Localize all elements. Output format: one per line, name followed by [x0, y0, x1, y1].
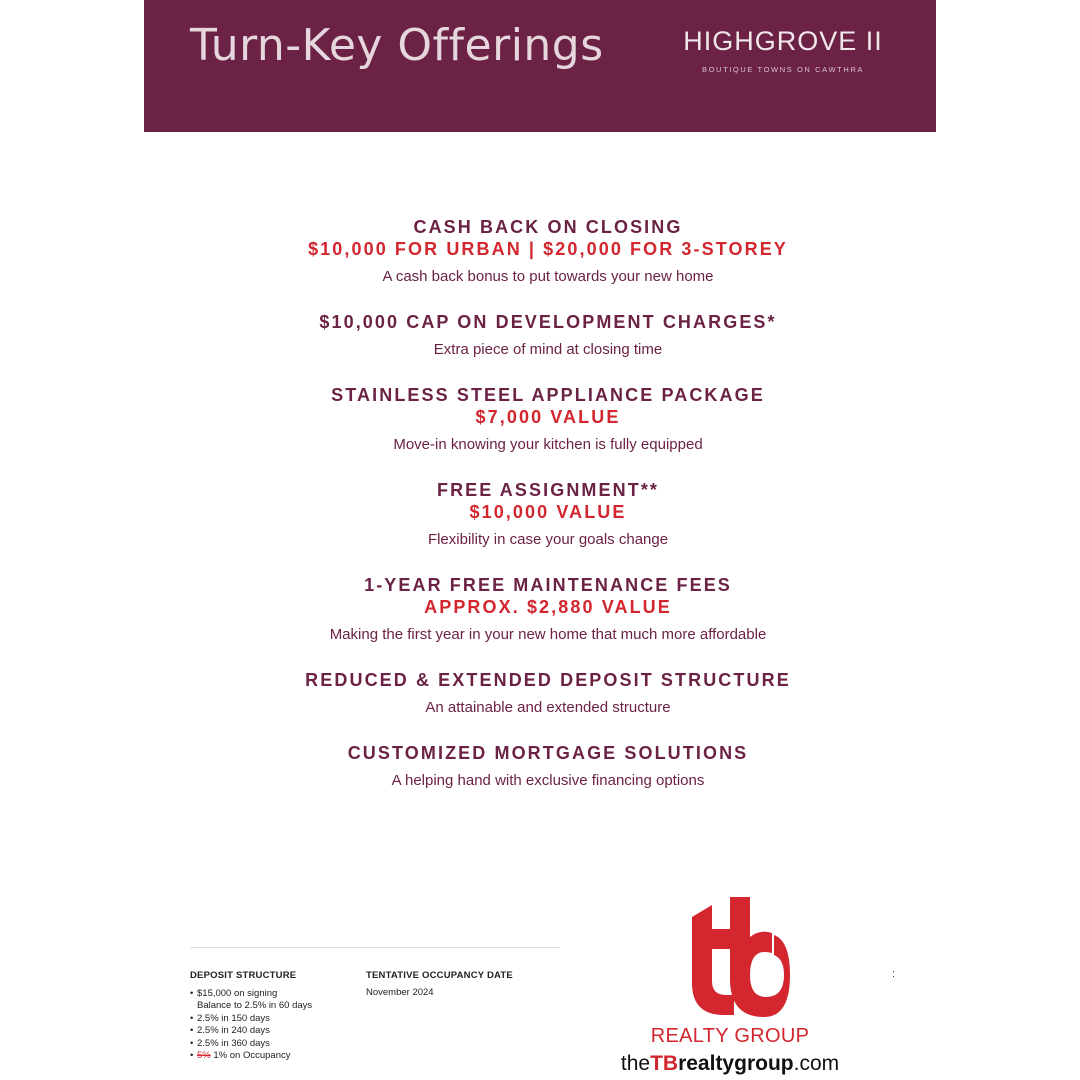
offer-description: Move-in knowing your kitchen is fully equipped	[393, 436, 703, 453]
offer-title: FREE ASSIGNMENT**	[436, 480, 660, 500]
occupancy-date: November 2024	[366, 987, 434, 998]
brand-logo	[668, 26, 898, 74]
list-item: • $15,000 on signing	[190, 988, 278, 999]
offer-description: A cash back bonus to put towards your new home	[382, 268, 714, 285]
offer-description: A helping hand with exclusive financing options	[391, 772, 705, 789]
occupancy-heading: TENTATIVE OCCUPANCY DATE	[366, 970, 513, 981]
brand-tagline: BOUTIQUE TOWNS ON CAWTHRA	[702, 65, 864, 74]
list-item: • 2.5% in 150 days	[190, 1012, 270, 1024]
offer-title: CASH BACK ON CLOSING	[413, 217, 683, 237]
offer-title: 1-YEAR FREE MAINTENANCE FEES	[364, 575, 732, 595]
edge-mark: :	[892, 968, 896, 980]
footer-divider	[190, 947, 560, 948]
offer-description: An attainable and extended structure	[425, 699, 671, 716]
offer-value: $10,000 VALUE	[469, 502, 627, 522]
occupancy-date-section	[366, 970, 556, 998]
offer-title: $10,000 CAP ON DEVELOPMENT CHARGES*	[319, 312, 777, 332]
offer-title: REDUCED & EXTENDED DEPOSIT STRUCTURE	[305, 670, 791, 690]
offer-appliance-package	[144, 384, 952, 455]
list-item: Balance to 2.5% in 60 days	[197, 1000, 313, 1012]
brand-name: HIGHGROVE II	[683, 26, 883, 56]
offer-maintenance-fees	[144, 574, 952, 645]
list-item: • 5% 1% on Occupancy	[190, 1050, 291, 1062]
website-url: theTBrealtygroup.com	[620, 1052, 840, 1075]
offer-deposit-structure	[144, 669, 952, 718]
offer-mortgage-solutions	[144, 742, 952, 791]
page-title: Turn-Key Offerings	[190, 20, 604, 71]
offer-description: Extra piece of mind at closing time	[433, 341, 663, 358]
offer-development-charges	[144, 311, 952, 360]
offer-title: STAINLESS STEEL APPLIANCE PACKAGE	[331, 385, 765, 405]
tb-logo-icon	[672, 897, 790, 1019]
offer-description: Making the first year in your new home that much more affordable	[329, 626, 767, 643]
offer-value: $10,000 FOR URBAN | $20,000 FOR 3-STOREY	[308, 239, 788, 259]
deposit-heading: DEPOSIT STRUCTURE	[190, 970, 297, 981]
list-item: • 2.5% in 360 days	[190, 1037, 270, 1049]
offer-title: CUSTOMIZED MORTGAGE SOLUTIONS	[347, 743, 749, 763]
offer-value: $7,000 VALUE	[475, 407, 621, 427]
realty-group-label: REALTY GROUP	[650, 1025, 810, 1047]
deposit-list	[190, 988, 360, 1062]
deposit-structure	[190, 970, 360, 1062]
list-item: • 2.5% in 240 days	[190, 1025, 270, 1037]
header-banner	[144, 0, 936, 132]
offer-value: APPROX. $2,880 VALUE	[424, 597, 672, 617]
offer-cash-back	[144, 216, 952, 287]
offers-list	[144, 216, 952, 815]
offer-description: Flexibility in case your goals change	[427, 531, 669, 548]
offer-free-assignment	[144, 479, 952, 550]
struck-percentage: 5%	[197, 1050, 211, 1062]
